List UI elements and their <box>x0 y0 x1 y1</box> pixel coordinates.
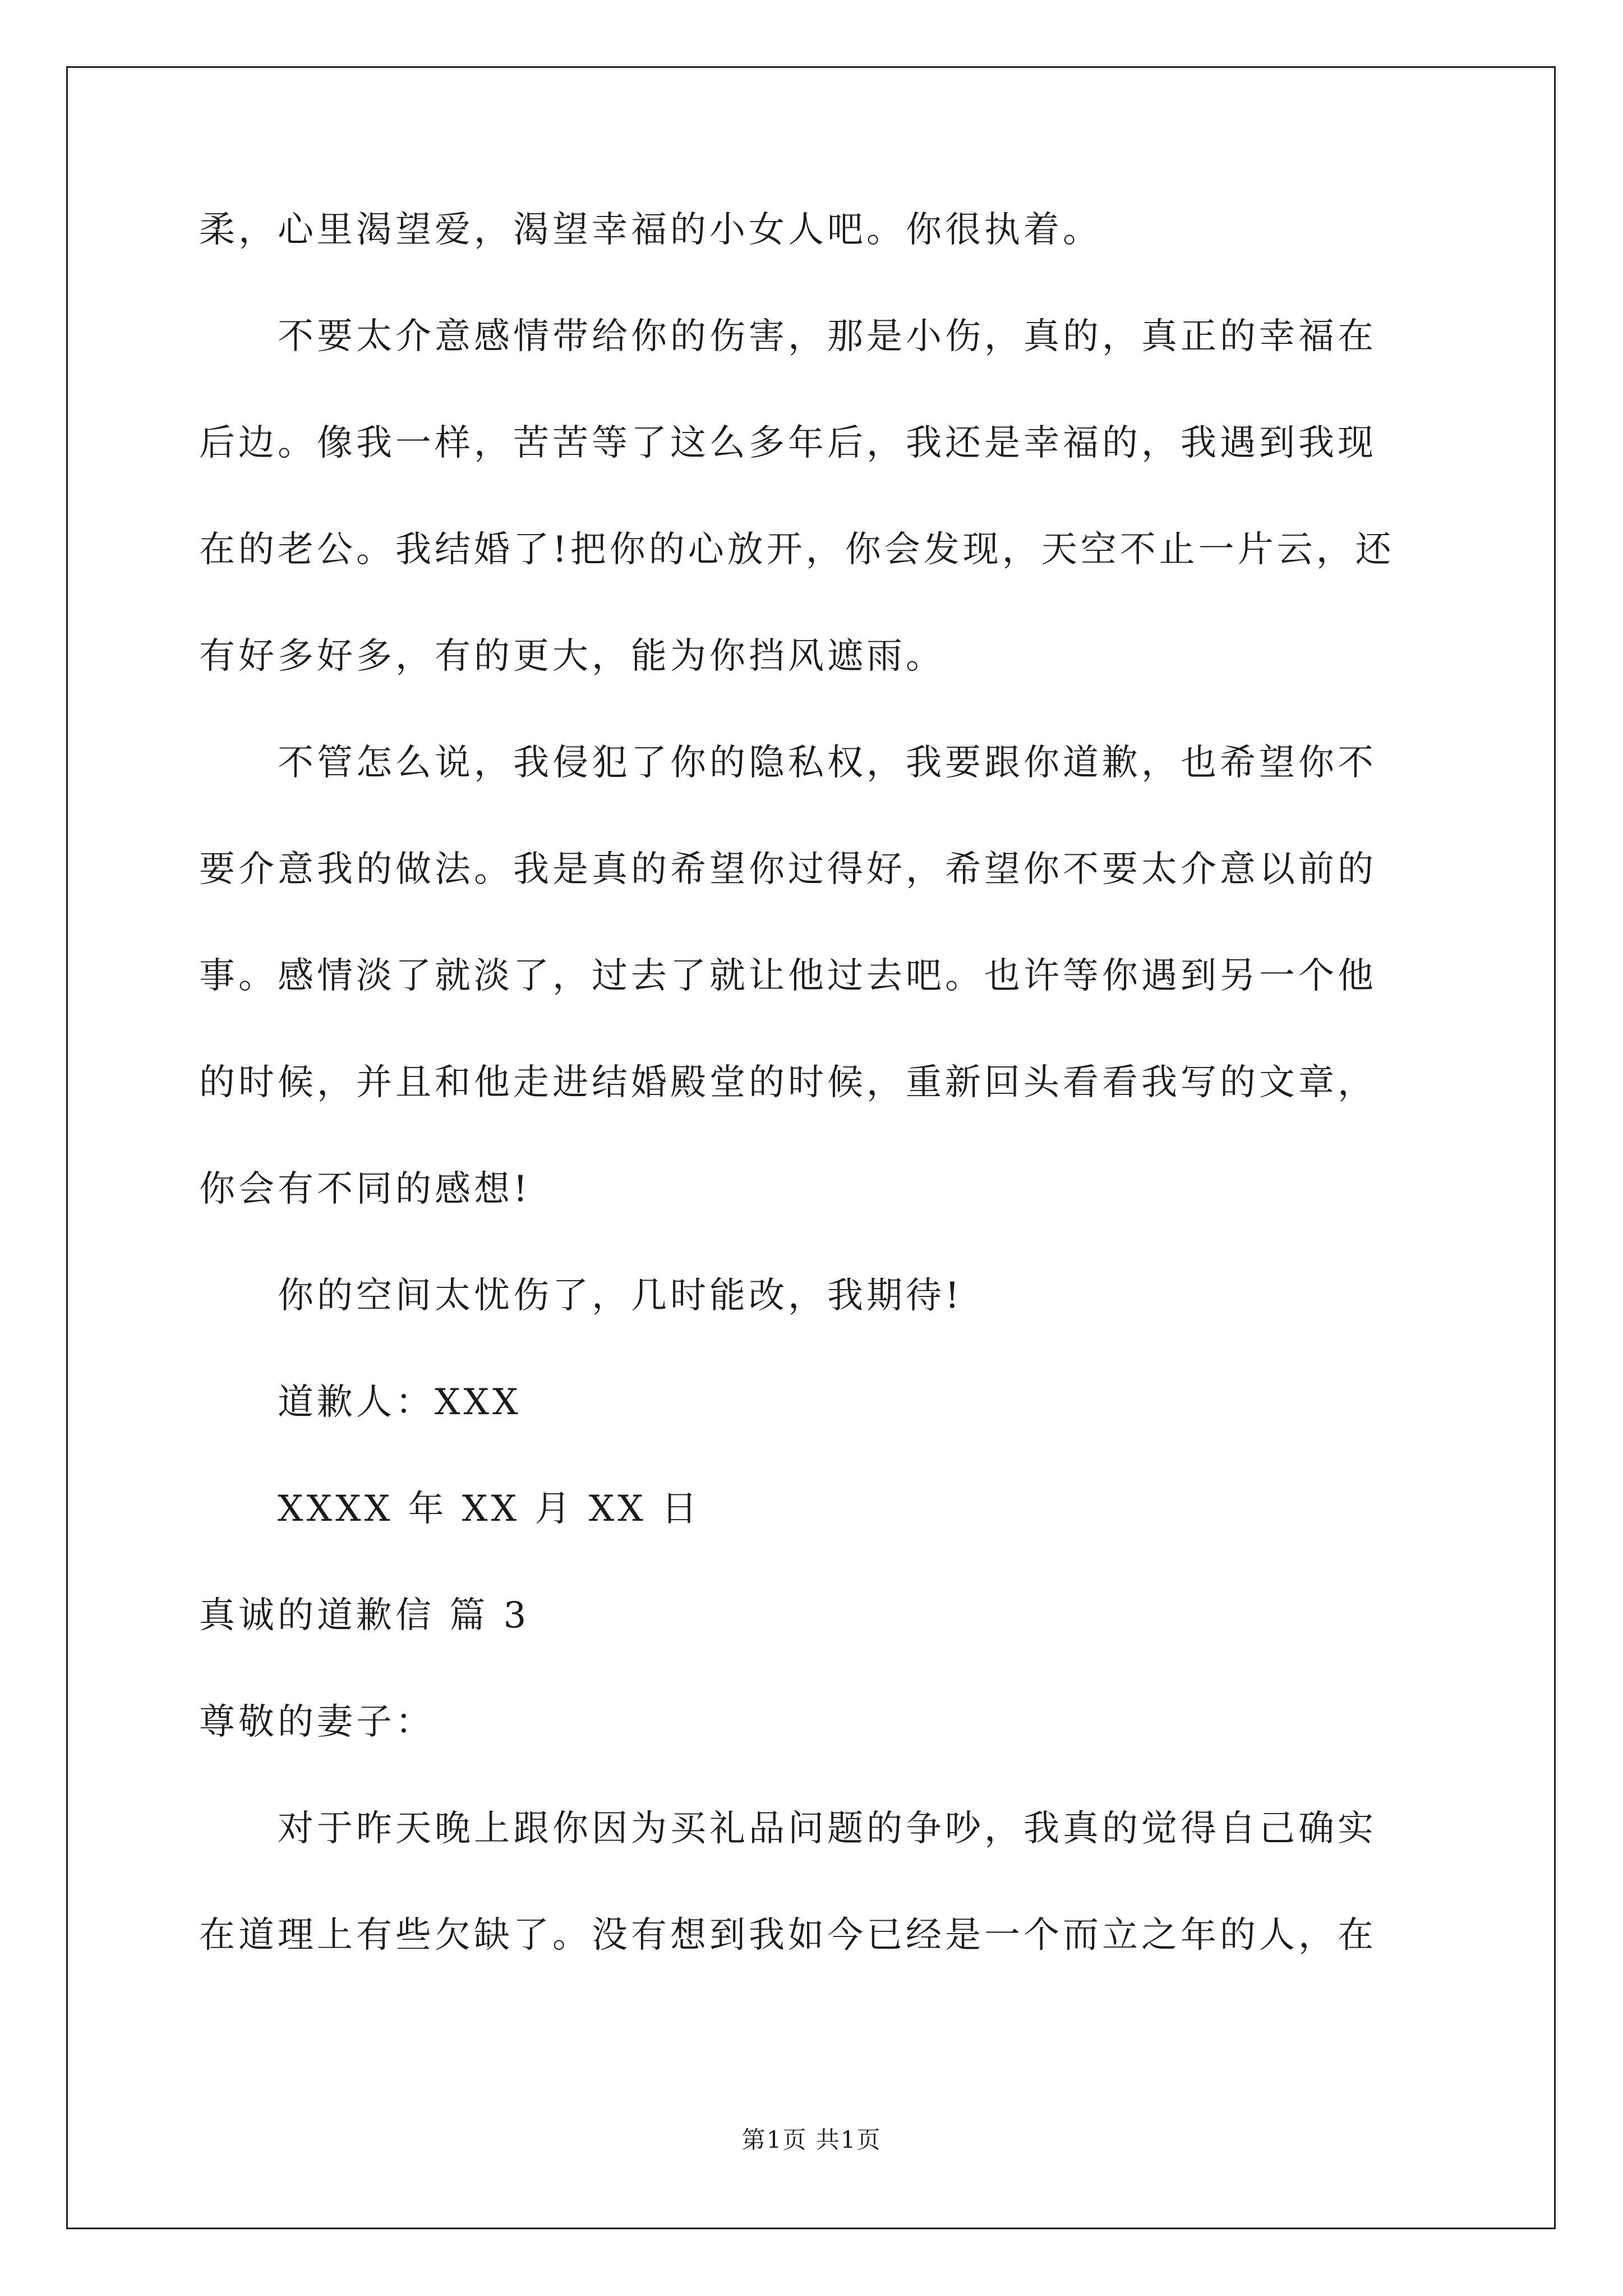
text-line: 后边。像我一样，苦苦等了这么多年后，我还是幸福的，我遇到我现 <box>199 422 1377 464</box>
paragraph-start: 不管怎么说，我侵犯了你的隐私权，我要跟你道歉，也希望你不 <box>278 742 1377 784</box>
page-number-footer: 第1页 共1页 <box>741 2126 882 2154</box>
text-line: 你会有不同的感想! <box>199 1168 531 1210</box>
signature-line: 道歉人：XXX <box>278 1382 522 1423</box>
text-line: 要介意我的做法。我是真的希望你过得好，希望你不要太介意以前的 <box>199 849 1377 890</box>
paragraph-start: 你的空间太忧伤了，几时能改，我期待! <box>278 1275 963 1317</box>
paragraph-start: 不要太介意感情带给你的伤害，那是小伤，真的，真正的幸福在 <box>278 316 1377 357</box>
section-heading: 真诚的道歉信 篇 3 <box>199 1595 530 1636</box>
text-line: 有好多好多，有的更大，能为你挡风遮雨。 <box>199 636 945 677</box>
date-line: XXXX 年 XX 月 XX 日 <box>278 1488 701 1530</box>
text-line: 的时候，并且和他走进结婚殿堂的时候，重新回头看看我写的文章， <box>199 1062 1377 1103</box>
salutation: 尊敬的妻子： <box>199 1701 435 1743</box>
text-line: 在道理上有些欠缺了。没有想到我如今已经是一个而立之年的人，在 <box>199 1915 1377 1956</box>
paragraph-start: 对于昨天晚上跟你因为买礼品问题的争吵，我真的觉得自己确实 <box>278 1808 1377 1849</box>
text-line: 在的老公。我结婚了!把你的心放开，你会发现，天空不止一片云，还 <box>199 529 1395 570</box>
page-border <box>66 66 1556 2229</box>
text-line: 事。感情淡了就淡了，过去了就让他过去吧。也许等你遇到另一个他 <box>199 955 1377 997</box>
text-line: 柔，心里渴望爱，渴望幸福的小女人吧。你很执着。 <box>199 209 1102 251</box>
